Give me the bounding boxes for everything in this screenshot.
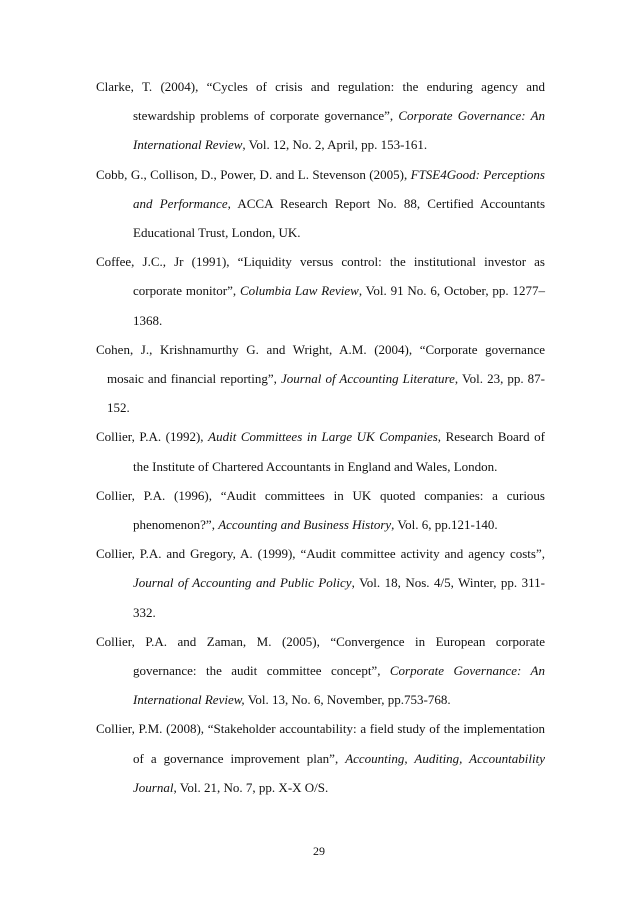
reference-source-title: FTSE4Good: Perceptions and Performance, — [133, 166, 545, 211]
reference-entry — [96, 422, 545, 480]
reference-entry — [96, 72, 545, 160]
reference-text: Collier, P.M. (2008), “Stakeholder accountability: a field study of the implementation of a governance improvement plan”, — [96, 721, 545, 766]
reference-entry — [96, 714, 545, 802]
reference-source-title: Journal of Accounting and Public Policy — [133, 575, 352, 591]
reference-text: Cohen, J., Krishnamurthy G. and Wright, A.M. (2004), “Corporate governance mosaic and financial reporting”, — [96, 341, 545, 387]
reference-source-title: Columbia Law Review — [239, 283, 359, 299]
reference-source-title: Corporate Governance: An International Review — [133, 108, 546, 153]
reference-entry — [96, 539, 545, 627]
reference-source-title: Corporate Governance: An International Review, — [133, 663, 545, 708]
reference-text: , Vol. 21, No. 7, pp. X-X O/S. — [173, 779, 329, 795]
page-number: 29 — [313, 844, 325, 858]
reference-text: , Vol. 18, Nos. 4/5, Winter, pp. 311-332. — [133, 575, 546, 620]
reference-text: , Vol. 23, pp. 87-152. — [107, 371, 545, 416]
reference-text: Coffee, J.C., Jr (1991), “Liquidity versus control: the institutional investor as corporate monitor”, — [96, 254, 545, 299]
reference-text: Collier, P.A. (1996), “Audit committees in UK quoted companies: a curious phenomenon?”, — [96, 487, 545, 533]
reference-entry — [96, 247, 545, 335]
reference-source-title: Accounting and Business History — [218, 517, 392, 533]
reference-text: , Vol. 91 No. 6, October, pp. 1277–1368. — [133, 283, 546, 328]
reference-text: Collier, P.A. and Zaman, M. (2005), “Convergence in European corporate governance: the audit committee concept”, — [96, 633, 545, 679]
reference-source-title: Accounting, Auditing, Accountability Journal — [133, 750, 545, 795]
reference-text: , Vol. 6, pp.121-140. — [391, 517, 498, 533]
reference-text: , Vol. 12, No. 2, April, pp. 153-161. — [242, 137, 428, 153]
reference-text: Cobb, G., Collison, D., Power, D. and L. Stevenson (2005), — [96, 166, 411, 182]
reference-entry — [96, 627, 545, 715]
reference-entry — [96, 160, 545, 248]
reference-entry — [96, 481, 545, 539]
reference-entry — [96, 335, 545, 423]
reference-list — [96, 72, 545, 802]
reference-text: Vol. 13, No. 6, November, pp.753-768. — [244, 692, 451, 708]
reference-source-title: Audit Committees in Large UK Companies — [208, 429, 438, 445]
reference-text: Collier, P.A. (1992), — [96, 429, 209, 445]
reference-text: Collier, P.A. and Gregory, A. (1999), “Audit committee activity and agency costs”, — [96, 546, 545, 562]
reference-text: Clarke, T. (2004), “Cycles of crisis and regulation: the enduring agency and stewardship problems of corporate governance”, — [96, 79, 545, 124]
reference-source-title: Journal of Accounting Literature — [280, 371, 455, 387]
reference-text: ACCA Research Report No. 88, Certified Accountants Educational Trust, London, UK. — [133, 195, 546, 241]
reference-text: , Research Board of the Institute of Chartered Accountants in England and Wales, London. — [133, 429, 545, 474]
